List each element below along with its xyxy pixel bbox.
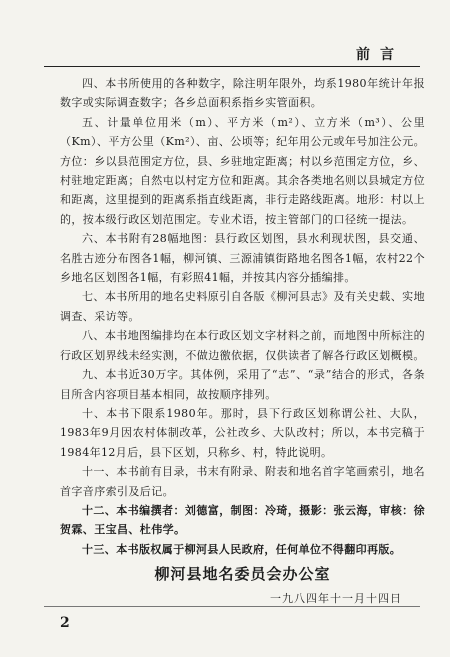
paragraph-12: 十二、本书编撰者：刘德富，制图：冷琦，摄影：张云海，审核：徐贺霖、王宝昌、杜伟学。 — [60, 503, 425, 537]
paragraph-6: 六、本书附有28幅地图：县行政区划图，县水利现状图，县交通、名胜古迹分布图各1幅，柳河镇、三源浦镇街路地名图各1幅，农村22个乡地名区划图各1幅，有彩照41幅，并按其内容分插编排。 — [60, 232, 425, 285]
signature-office: 柳河县地名委员会办公室 — [154, 565, 331, 583]
running-header: 前言 — [356, 47, 404, 63]
paragraph-9: 九、本书近30万字。其体例，采用了“志”、“录”结合的形式，各条目所含内容项目基本相同，故按顺序排列。 — [60, 368, 425, 401]
body-text — [60, 74, 425, 559]
paragraph-13: 十三、本书版权属于柳河县人民政府，任何单位不得翻印再版。 — [82, 542, 402, 556]
header-rule — [44, 66, 420, 67]
paragraph-4: 四、本书所使用的各种数字，除注明年限外，均系1980年统计年报数字或实际调查数字；各乡总面积系指乡实管面积。 — [60, 77, 425, 110]
paragraph-10: 十、本书下限系1980年。那时，县下行政区划称谓公社、大队，1983年9月因农村体制改革，公社改乡、大队改村；所以，本书完稿于1984年12月后，县下区划，只称乡、村，特此说明。 — [60, 406, 425, 459]
footer-rule — [44, 606, 420, 607]
paragraph-5: 五、计量单位用米（m）、平方米（m²）、立方米（m³）、公里（Km）、平方公里（Km²）、亩、公顷等；纪年用公元或年号加注公元。方位：乡以县范围定方位，县、乡驻地定距离；村以乡范围定方位，乡、村驻地定距离；自然屯以村定方位和距离。其余各类地名则以县城定方位和距离，这里提到的距离系指直线距离，非行走路线距离。地形：村以上的，按本级行政区划范围定。专业术语，按主管部门的口径统一提法。 — [60, 115, 425, 226]
paragraph-7: 七、本书所用的地名史料原引自各版《柳河县志》及有关史载、实地调查、采访等。 — [60, 290, 425, 323]
signature-date: 一九八四年十一月十四日 — [270, 592, 402, 605]
page-number: 2 — [60, 615, 70, 631]
paragraph-11: 十一、本书前有目录，书末有附录、附表和地名首字笔画索引，地名首字音序索引及后记。 — [60, 465, 425, 498]
paragraph-8: 八、本书地图编排均在本行政区划文字材料之前，而地图中所标注的行政区划界线未经实测，不做边徼依据，仅供读者了解各行政区划概模。 — [60, 329, 425, 362]
